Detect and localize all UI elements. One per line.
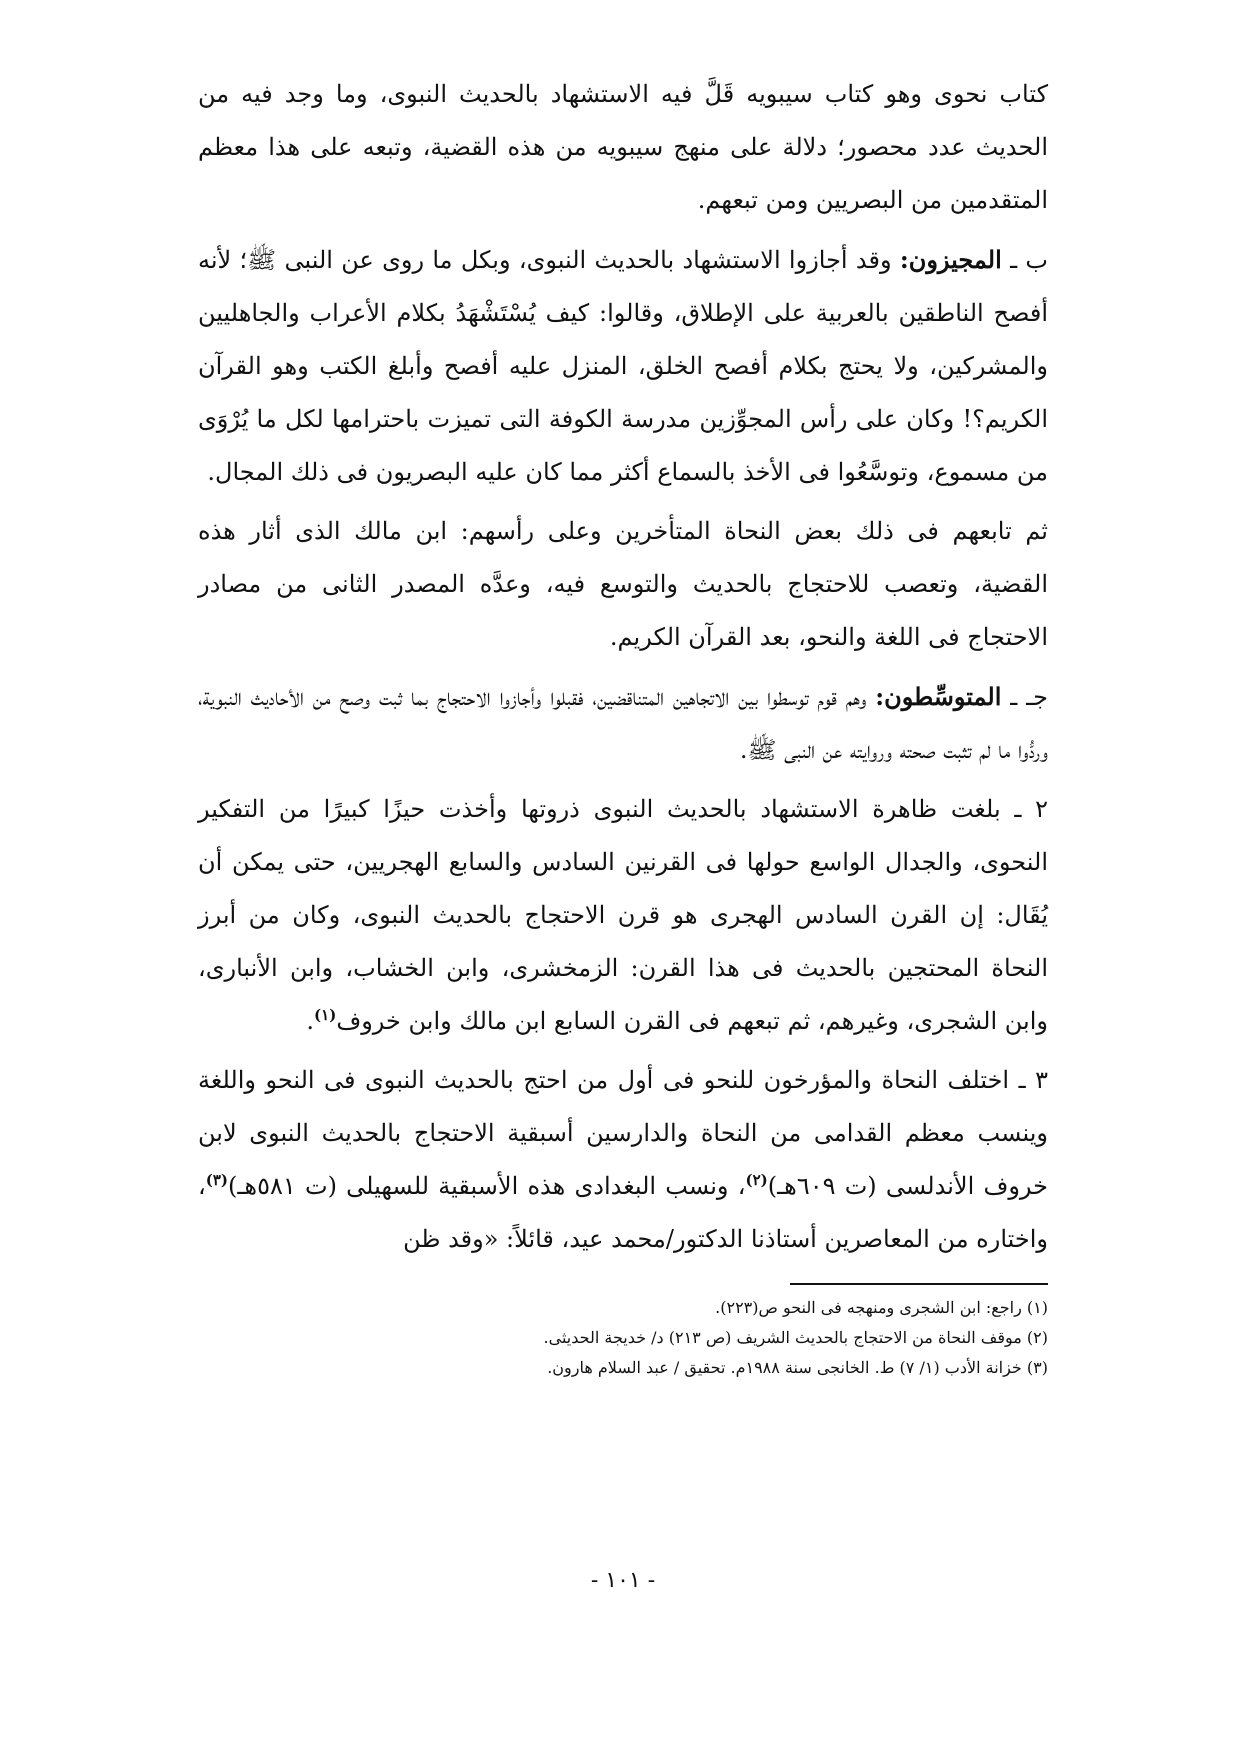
list-marker: جـ ـ [1001,683,1049,711]
document-page [198,68,1048,1688]
footnote: (٢) موقف النحاة من الاحتجاج بالحديث الشريف (ص ٢١٣) د/ خديجة الحديثى. [543,1328,1048,1347]
footnote-separator [790,1283,1048,1285]
paragraph-point-two [198,783,1048,1048]
paragraph-text: وقد أجازوا الاستشهاد بالحديث النبوى، وبكل ما روى عن النبى ﷺ؛ لأنه أفصح الناطقين بالعربية على الإطلاق، وقالوا: كيف يُسْتَشْهَدُ بكلام الأعراب والجاهليين والمشركين، ولا يحتج بكلام أفصح الخلق، المنزل عليه أفصح وأبلغ الكتب وهو القرآن الكريم؟! وكان على رأس المجوِّزين مدرسة الكوفة التى تميزت باحترامها لكل ما يُرْوَى من مسموع، وتوسَّعُوا فى الأخذ بالسماع أكثر مما كان عليه البصريون فى ذلك المجال. [198,246,1048,486]
paragraph-moderates [198,670,1048,777]
paragraph-point-three [198,1054,1048,1266]
paragraph-permitters [198,233,1048,499]
paragraph-text: وهم قوم توسطوا بين الاتجاهين المتناقضين، فقبلوا وأجازوا الاحتجاج بما ثبت وصح من الأحاديث النبوية، وردُّوا ما لم تثبت صحته وروايته عن النبى ﷺ. [198,683,1048,764]
paragraph-tail: ، واختاره من المعاصرين أستاذنا الدكتور/محمد عيد، قائلاً: «وقد ظن [198,1172,1048,1253]
footnote: (٣) خزانة الأدب (١/ ٧) ط. الخانجى سنة ١٩٨٨م. تحقيق / عبد السلام هارون. [547,1358,1048,1377]
paragraph-text: ٢ ـ بلغت ظاهرة الاستشهاد بالحديث النبوى ذروتها وأخذت حيزًا كبيرًا من التفكير النحوى، والجدال الواسع حولها فى القرنين السادس والسابع الهجريين، حتى يمكن أن يُقَال: إن القرن السادس الهجرى هو قرن الاحتجاج بالحديث النبوى، وكان من أبرز النحاة المحتجين بالحديث فى هذا القرن: الزمخشرى، وابن الخشاب، وابن الأنبارى، وابن الشجرى، وغيرهم، ثم تبعهم فى القرن السابع ابن مالك وابن خروف [198,795,1048,1035]
main-text [198,68,1048,1266]
paragraph-text: كتاب نحوى وهو كتاب سيبويه قَلَّ فيه الاستشهاد بالحديث النبوى، وما وجد فيه من الحديث عدد محصور؛ دلالة على منهج سيبويه من هذه القضية، وتبعه على هذا معظم المتقدمين من البصريين ومن تبعهم. [198,80,1049,214]
paragraph-text: ٣ ـ اختلف النحاة والمؤرخون للنحو فى أول من احتج بالحديث النبوى فى النحو واللغة وينسب معظم القدامى من النحاة والدارسين أسبقية الاحتجاج بالحديث النبوى لابن خروف الأندلسى (ت ٦٠٩هـ) [198,1066,1049,1200]
footnote-ref: (٣) [205,1171,229,1189]
page-number: - ١٠١ - [590,1568,656,1593]
list-marker: ب ـ [1001,246,1048,274]
footnote: (١) راجع: ابن الشجرى ومنهجه فى النحو ص(٢٢٣). [715,1298,1048,1317]
paragraph-text: ثم تابعهم فى ذلك بعض النحاة المتأخرين وعلى رأسهم: ابن مالك الذى أثار هذه القضية، وتعصب للاحتجاج بالحديث والتوسع فيه، وعدَّه المصدر الثانى من مصادر الاحتجاج فى اللغة والنحو، بعد القرآن الكريم. [198,517,1048,651]
footnotes [198,1293,1048,1383]
term-heading: المتوسِّطون: [875,682,1002,711]
footnote-ref: (١) [314,1006,337,1024]
term-heading: المجيزون: [899,245,1002,274]
paragraph-later-grammarians [198,505,1048,664]
footnote-ref: (٢) [745,1171,768,1189]
paragraph-text-continued: ، ونسب البغدادى هذه الأسبقية للسهيلى (ت ٥٨١هـ) [228,1172,746,1200]
paragraph-tail: . [306,1007,315,1035]
paragraph-basrian-view [198,68,1048,227]
